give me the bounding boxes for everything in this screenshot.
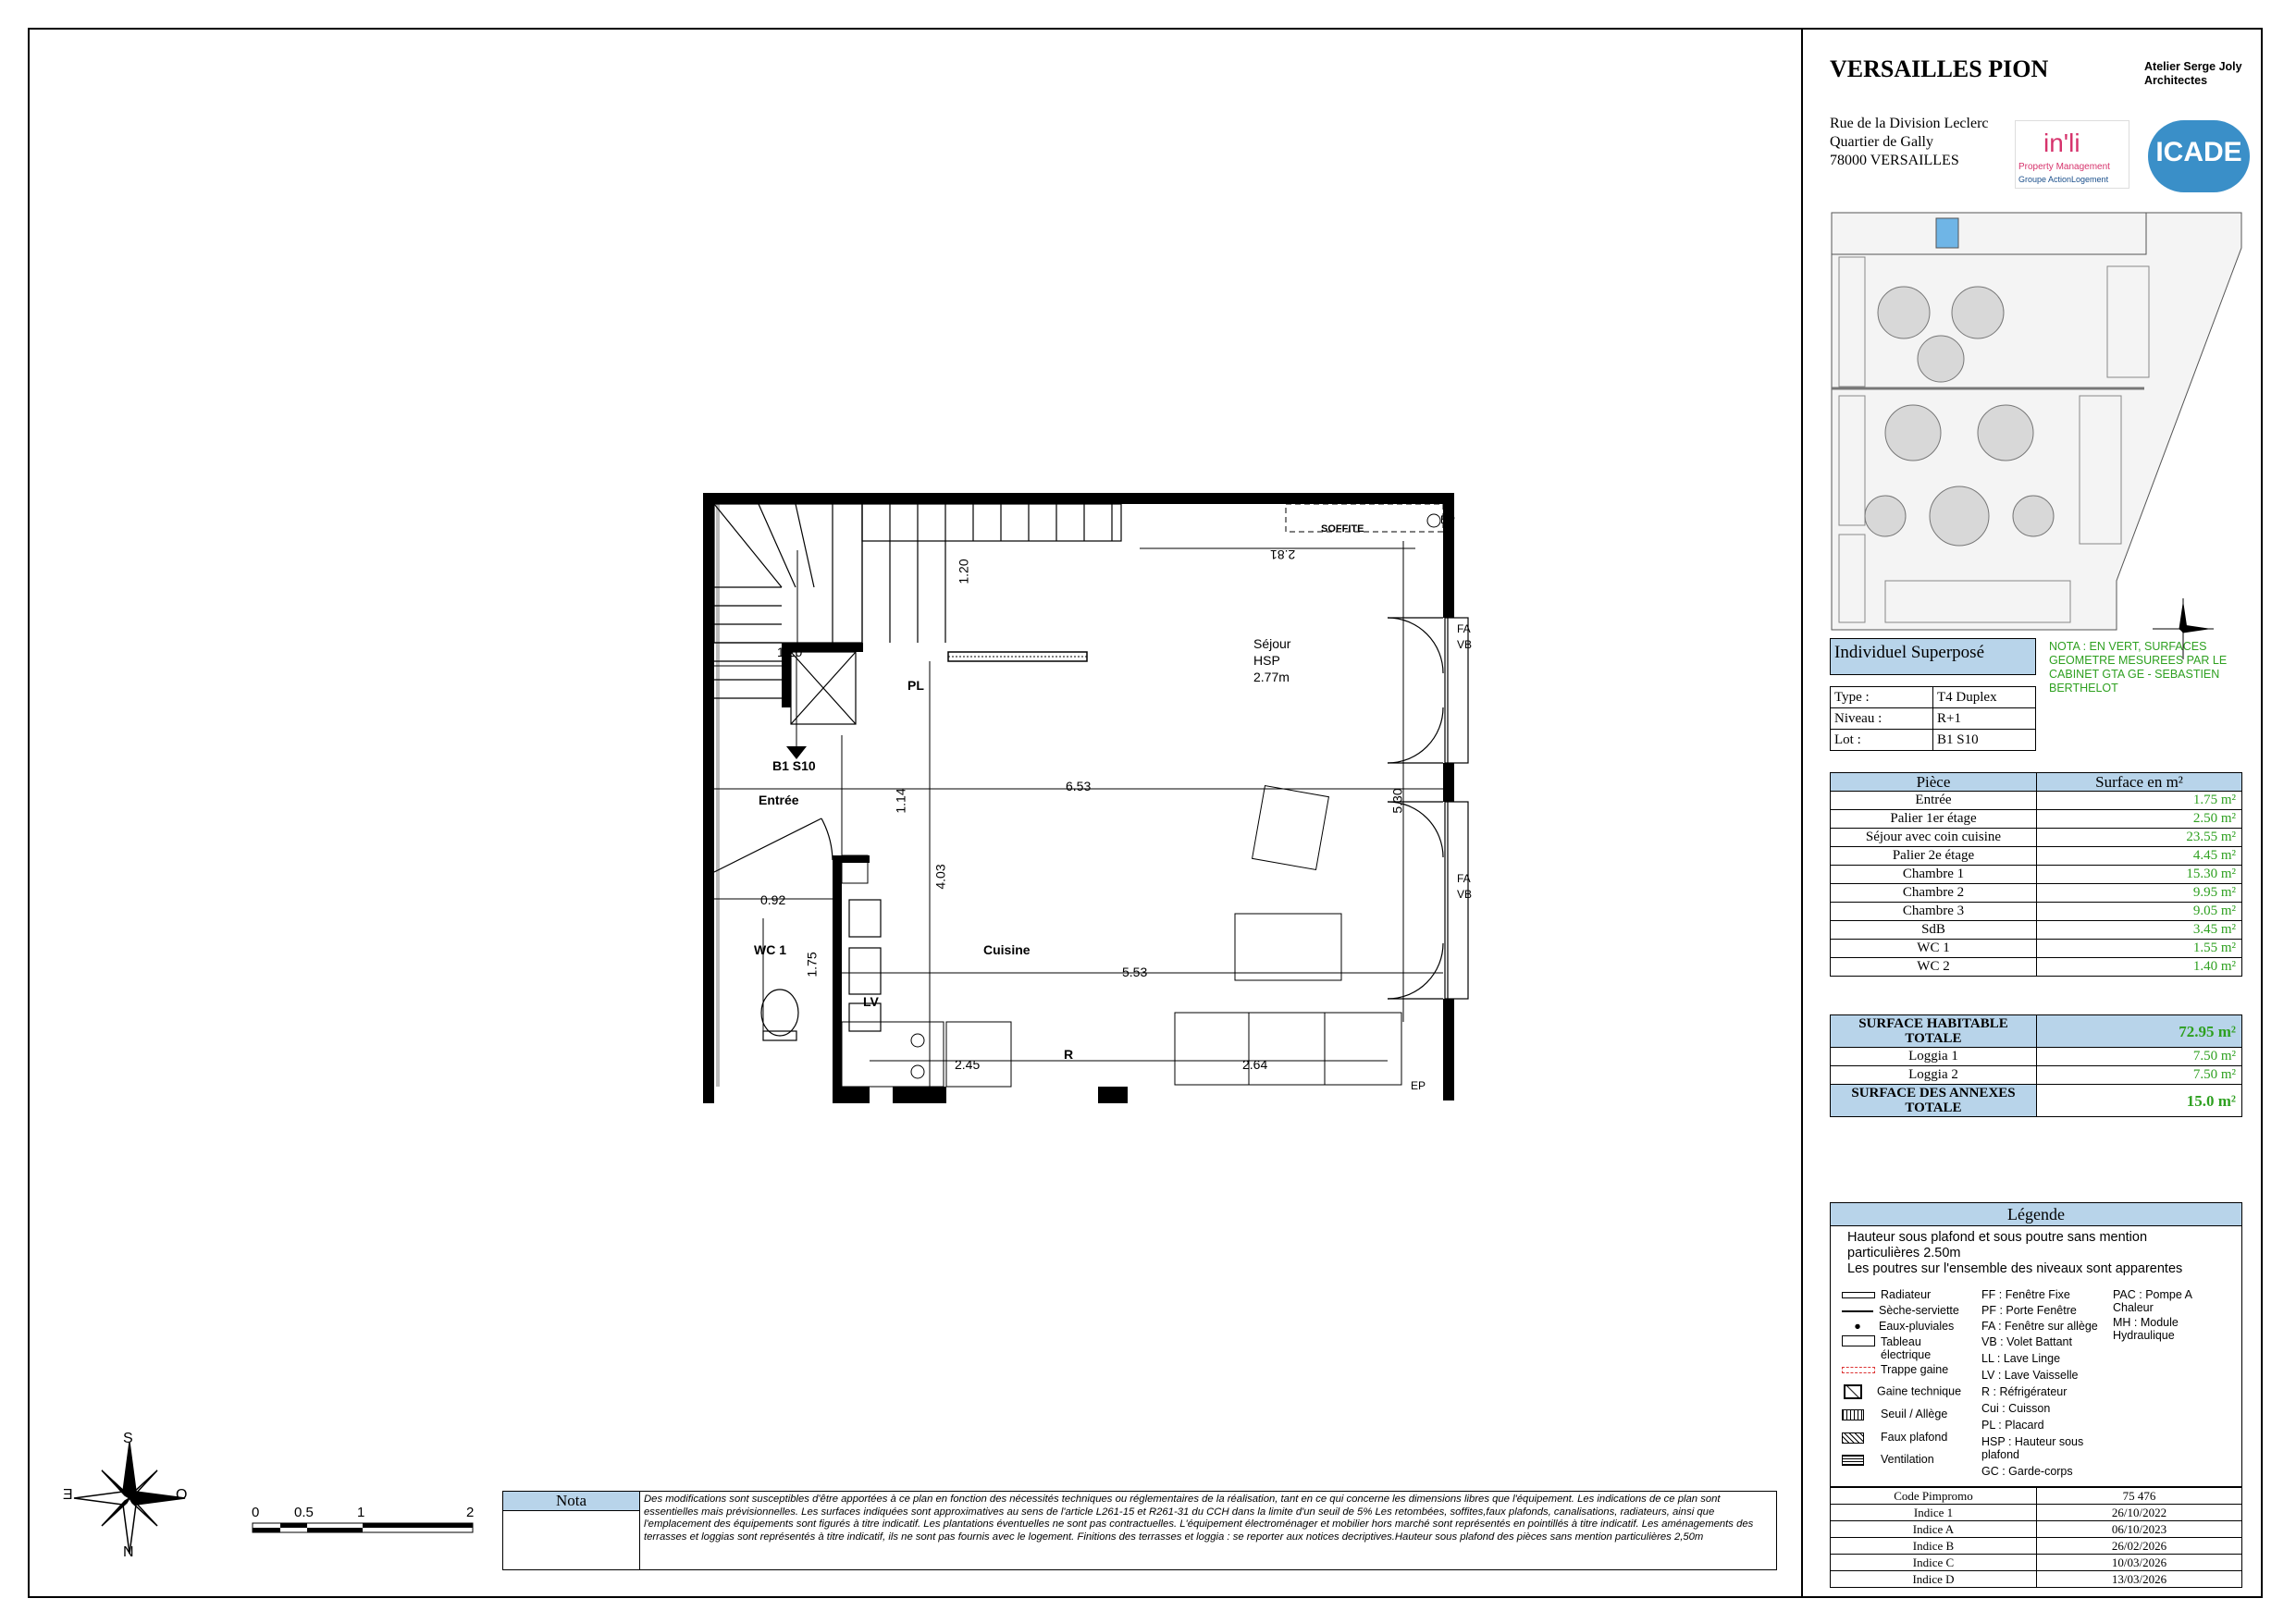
surface-row: Palier 2e étage 4.45 m² bbox=[1831, 847, 2242, 866]
dimension-lines bbox=[714, 541, 1443, 1087]
surface-row: Palier 1er étage 2.50 m² bbox=[1831, 810, 2242, 829]
soffite-zone bbox=[1286, 504, 1443, 532]
window-fa-1: FA bbox=[1457, 622, 1471, 635]
surface-row: Entrée 1.75 m² bbox=[1831, 792, 2242, 810]
compass-o: O bbox=[176, 1487, 188, 1503]
compass-e: E bbox=[63, 1487, 73, 1503]
trap-hatch-icon bbox=[1842, 1367, 1875, 1373]
surface-row: Chambre 1 15.30 m² bbox=[1831, 866, 2242, 884]
address-line-2: Quartier de Gally bbox=[1830, 134, 1933, 150]
wall-north bbox=[703, 493, 1443, 504]
wall-wc-top bbox=[833, 855, 870, 863]
scale-tick-0: 0 bbox=[252, 1505, 260, 1520]
dim-wc-depth: 1.75 bbox=[804, 952, 820, 977]
room-sejour-hsp: HSP bbox=[1253, 653, 1280, 668]
dim-stair-width: 1.20 bbox=[777, 645, 803, 659]
revision-row: Indice B 26/02/2026 bbox=[1831, 1538, 2242, 1555]
revision-row: Indice 1 26/10/2022 bbox=[1831, 1505, 2242, 1521]
closet-pl bbox=[791, 652, 856, 724]
floor-plan bbox=[703, 486, 1508, 1114]
wall-east-bottom bbox=[1443, 999, 1454, 1100]
address-line-3: 78000 VERSAILLES bbox=[1830, 153, 1959, 168]
furniture bbox=[842, 786, 1401, 1087]
revision-row: Indice C 10/03/2026 bbox=[1831, 1555, 2242, 1571]
stair-arrow bbox=[786, 746, 807, 759]
fridge-label: R bbox=[1064, 1047, 1074, 1062]
surface-row: SdB 3.45 m² bbox=[1831, 921, 2242, 940]
revision-table bbox=[1830, 1487, 2242, 1588]
wall-south-c bbox=[1098, 1087, 1128, 1103]
annex-row: Loggia 2 7.50 m² bbox=[1831, 1066, 2242, 1085]
technical-shaft-icon bbox=[1844, 1384, 1862, 1399]
room-wc1: WC 1 bbox=[754, 942, 786, 957]
surfaces-header: Pièce Surface en m² bbox=[1831, 773, 2242, 792]
revision-row: Indice A 06/10/2023 bbox=[1831, 1521, 2242, 1538]
wall-south-b bbox=[893, 1087, 946, 1103]
closet-label: PL bbox=[907, 678, 924, 693]
compass-s: S bbox=[123, 1431, 133, 1446]
staircase bbox=[714, 504, 1121, 698]
dim-stair-run: 1.20 bbox=[956, 559, 971, 584]
wall-east-mid bbox=[1443, 763, 1454, 802]
ep-label-bottom: EP bbox=[1411, 1079, 1426, 1092]
legend-symbols: Radiateur Sèche-serviette ● Eaux-pluviales Tableau électrique Trappe gaine Gaine technique Seuil / Allège Faux plafond Ventilation bbox=[1842, 1288, 1981, 1469]
electric-panel-icon bbox=[1842, 1335, 1875, 1346]
lot-marker: B1 S10 bbox=[772, 758, 816, 773]
surface-total-row: SURFACE HABITABLE TOTALE 72.95 m² bbox=[1831, 1015, 2242, 1048]
window-vb-2: VB bbox=[1457, 888, 1473, 901]
nota-green-note: NOTA : EN VERT, SURFACES GEOMETRE MESUREES PAR LE CABINET GTA GE - SEBASTIEN BERTHELOT bbox=[2049, 640, 2228, 695]
ventilation-icon bbox=[1842, 1455, 1864, 1466]
surface-row: Chambre 2 9.95 m² bbox=[1831, 884, 2242, 903]
scale-bar bbox=[252, 1522, 474, 1535]
soffite-label: SOFFITE bbox=[1321, 523, 1364, 535]
architect-name: Atelier Serge Joly Architectes bbox=[2144, 60, 2242, 87]
legend-box bbox=[1830, 1202, 2242, 1487]
inli-logo-sub1: Property Management bbox=[2018, 162, 2110, 172]
inli-logo-sub2: Groupe ActionLogement bbox=[2018, 175, 2109, 184]
room-entree: Entrée bbox=[759, 793, 799, 807]
surface-row: WC 2 1.40 m² bbox=[1831, 958, 2242, 977]
radiator-icon bbox=[1842, 1292, 1875, 1298]
revision-row: Code Pimpromo 75 476 bbox=[1831, 1488, 2242, 1505]
project-title: VERSAILLES PION bbox=[1830, 55, 2049, 82]
icade-logo bbox=[2148, 120, 2250, 192]
unit-category: Individuel Superposé bbox=[1834, 643, 1985, 662]
dim-soffite: 2.81 bbox=[1270, 547, 1296, 562]
sink-lv bbox=[849, 900, 881, 1031]
scale-tick-2: 2 bbox=[466, 1505, 475, 1520]
towel-dryer-icon bbox=[1842, 1310, 1873, 1312]
legend-intro: Hauteur sous plafond et sous poutre sans mention particulières 2.50m Les poutres sur l'ensemble des niveaux sont apparentes bbox=[1847, 1230, 2183, 1276]
address-line-1: Rue de la Division Leclerc bbox=[1830, 116, 1989, 131]
legend-abbrev-1: FF : Fenêtre Fixe PF : Porte Fenêtre FA : Fenêtre sur allège VB : Volet Battant LL : Lave Linge LV : Lave Vaisselle R : Réfrigérateur Cui : Cuisson PL : Placard HSP : Hauteur sous plafond GC : Garde-corps bbox=[1981, 1288, 2098, 1478]
wall-east-top bbox=[1443, 493, 1454, 618]
dim-wc-width: 0.92 bbox=[760, 892, 786, 907]
window-fa-2: FA bbox=[1457, 872, 1471, 885]
unit-info-table bbox=[1830, 686, 2036, 751]
legend-abbrev-2: PAC : Pompe A Chaleur MH : Module Hydraulique bbox=[2113, 1288, 2192, 1342]
dim-overall-depth: 5.30 bbox=[1389, 788, 1405, 814]
surface-row: Séjour avec coin cuisine 23.55 m² bbox=[1831, 829, 2242, 847]
ep-label-top: EP bbox=[1440, 513, 1456, 526]
dim-overall-width: 6.53 bbox=[1066, 779, 1092, 793]
dim-entry-depth: 1.14 bbox=[893, 788, 908, 814]
surfaces-total-table bbox=[1830, 1014, 2242, 1117]
scale-tick-1: 1 bbox=[357, 1505, 365, 1520]
compass-n: N bbox=[123, 1544, 134, 1560]
wall-wc bbox=[833, 855, 842, 1100]
dim-sofa-run: 2.64 bbox=[1242, 1057, 1268, 1072]
threshold-icon bbox=[1842, 1409, 1864, 1420]
address bbox=[1830, 115, 1989, 170]
room-cuisine: Cuisine bbox=[983, 942, 1031, 957]
unit-category-box bbox=[1830, 638, 2036, 675]
surfaces-table bbox=[1830, 772, 2242, 977]
unit-row-niveau: Niveau : R+1 bbox=[1831, 708, 2036, 730]
icade-logo-text: ICADE bbox=[2155, 137, 2242, 167]
inli-logo bbox=[2015, 120, 2129, 189]
scale-tick-05: 0.5 bbox=[294, 1505, 314, 1520]
rainwater-icon: ● bbox=[1854, 1320, 1861, 1333]
window-vb-1: VB bbox=[1457, 638, 1473, 651]
radiator bbox=[948, 652, 1087, 661]
annex-row: Loggia 1 7.50 m² bbox=[1831, 1048, 2242, 1066]
revision-row: Indice D 13/03/2026 bbox=[1831, 1571, 2242, 1588]
entry-door bbox=[714, 818, 833, 872]
unit-row-lot: Lot : B1 S10 bbox=[1831, 730, 2036, 751]
annex-total-row: SURFACE DES ANNEXES TOTALE 15.0 m² bbox=[1831, 1085, 2242, 1117]
note-text: Des modifications sont susceptibles d'être apportées à ce plan en fonction des nécessités techniques ou réglementaires de la réalisation, tant en ce qui concerne les dimensions libres que l'équipement. Les indications de ce plan sont essentielles mais prévisionnelles. Les surfaces indiquées sont approximatives au sens de l'article L261-15 et R261-31 du CCH dans la limite d'un seuil de 5% Les retombées, soffites,faux plafonds, canalisations, radiateurs, ainsi que l'emplacement des équipements sont figurés à titre indicatif. Les plantations éventuelles ne sont pas contractuelles. L'équipement électroménager et mobilier hors marché sont représentés en pointillés à titre indicatif. Les aménagements des terrasses et loggias sont représentés à titre indicatif, ils ne sont pas fournis avec le logement. Finitions des terrasses et loggia : se reporter aux notices decriptives.Hauteur sous plafond des pièces sans mention particulières 2,50m bbox=[644, 1494, 1754, 1543]
unit-row-type: Type : T4 Duplex bbox=[1831, 687, 2036, 708]
inli-logo-text: in'li bbox=[2043, 129, 2080, 157]
wall-west bbox=[703, 493, 714, 1103]
surface-row: WC 1 1.55 m² bbox=[1831, 940, 2242, 958]
legend-title: Légende bbox=[1831, 1203, 2241, 1226]
note-label: Nota bbox=[503, 1492, 640, 1511]
dim-kitchen-depth: 4.03 bbox=[932, 864, 948, 890]
room-sejour-hsp-value: 2.77m bbox=[1253, 670, 1290, 684]
compass-rose-icon bbox=[69, 1438, 190, 1558]
surface-row: Chambre 3 9.05 m² bbox=[1831, 903, 2242, 921]
false-ceiling-icon bbox=[1842, 1432, 1864, 1444]
dim-kitchen-width: 5.53 bbox=[1122, 965, 1148, 979]
note-box bbox=[502, 1491, 1777, 1570]
dim-kitchen-run: 2.45 bbox=[955, 1057, 981, 1072]
dishwasher-label: LV bbox=[863, 994, 879, 1009]
room-sejour: Séjour bbox=[1253, 636, 1291, 651]
site-plan-map bbox=[1830, 211, 2243, 632]
wc-toilet bbox=[761, 990, 798, 1040]
